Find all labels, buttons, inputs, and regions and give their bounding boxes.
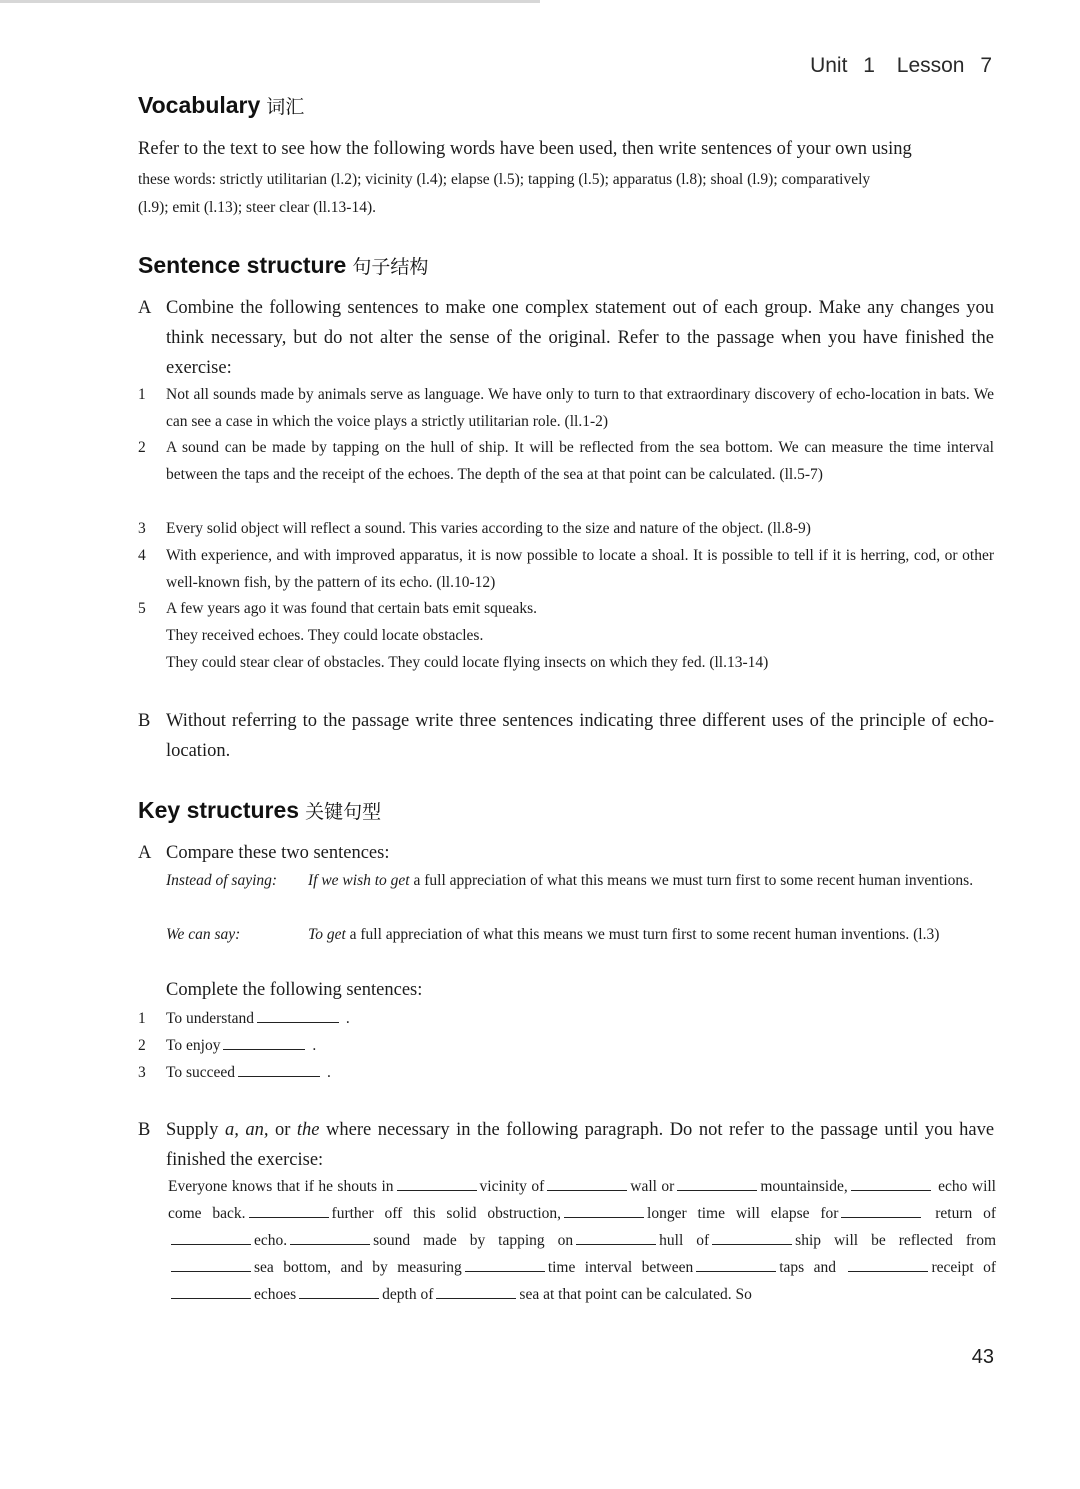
list-item: 1 To understand . xyxy=(138,1010,350,1027)
complete-instruction: Complete the following sentences: xyxy=(166,980,423,1000)
unit-label: Unit 1 xyxy=(810,54,875,77)
answer-blank[interactable] xyxy=(171,1244,251,1245)
page-number: 43 xyxy=(971,1346,994,1368)
list-item: 4 With experience, and with improved apparatus, it is now possible to locate a shoal. It is possible to tell if it is herring, cod, or other well-known fish, by the pattern of its echo. (ll.10-12) xyxy=(138,547,994,591)
answer-blank[interactable] xyxy=(397,1190,477,1191)
answer-blank[interactable] xyxy=(249,1217,329,1218)
answer-blank[interactable] xyxy=(564,1217,644,1218)
vocabulary-instruction: Refer to the text to see how the following words have been used, then write sentences of your own using xyxy=(138,139,912,159)
answer-blank[interactable] xyxy=(712,1244,792,1245)
answer-blank[interactable] xyxy=(171,1298,251,1299)
vocabulary-heading: Vocabulary 词汇 xyxy=(138,92,305,118)
answer-blank[interactable] xyxy=(171,1271,251,1272)
answer-blank[interactable] xyxy=(238,1076,320,1077)
exercise-a-instruction: A Combine the following sentences to make one complex statement out of each group. Make any changes you think necessary, but do not alter the sense of the original. Refer to the passage when you have finished the exercise: xyxy=(138,298,994,378)
lesson-label: Lesson 7 xyxy=(896,54,992,77)
answer-blank[interactable] xyxy=(436,1298,516,1299)
sentence-structure-heading: Sentence structure 句子结构 xyxy=(138,252,429,278)
answer-blank[interactable] xyxy=(851,1190,931,1191)
key-b-instruction: B Supply a, an, or the where necessary in the following paragraph. Do not refer to the passage until you have finished the exercise: xyxy=(138,1120,995,1170)
fill-in-paragraph: Everyone knows that if he shouts in vicinity of wall or mountainside, echo will come back. further off this solid obstruction, longer time will elapse for return ofecho. sound made by tapping on hull of ship will be reflected fromsea bottom, and by measuring time interval between taps and receipt ofechoes depth of sea at that point can be calculated. So xyxy=(168,1178,997,1303)
answer-blank[interactable] xyxy=(848,1271,928,1272)
list-item: 2 A sound can be made by tapping on the hull of ship. It will be reflected from the sea bottom. We can measure the time interval between the taps and the receipt of the echoes. The depth of the sea at that point can be calculated. (ll.5-7) xyxy=(138,439,994,483)
answer-blank[interactable] xyxy=(576,1244,656,1245)
vocabulary-word-list-cont: (l.9); emit (l.13); steer clear (ll.13-14). xyxy=(138,199,377,216)
answer-blank[interactable] xyxy=(696,1271,776,1272)
list-item: 2 To enjoy . xyxy=(138,1037,317,1054)
answer-blank[interactable] xyxy=(547,1190,627,1191)
answer-blank[interactable] xyxy=(299,1298,379,1299)
list-item: 3 To succeed . xyxy=(138,1064,331,1081)
answer-blank[interactable] xyxy=(257,1022,339,1023)
answer-blank[interactable] xyxy=(223,1049,305,1050)
exercise-b-instruction: B Without referring to the passage write three sentences indicating three different uses of the principle of echo-location. xyxy=(138,711,994,761)
answer-blank[interactable] xyxy=(677,1190,757,1191)
list-item: 3 Every solid object will reflect a sound. This varies according to the size and nature of the object. (ll.8-9) xyxy=(138,520,811,537)
key-a-instruction: A Compare these two sentences: xyxy=(138,843,390,863)
key-structures-heading: Key structures 关键句型 xyxy=(138,797,382,823)
top-rule xyxy=(0,0,540,3)
comparison-wecan: We can say: To get a full appreciation of what this means we must turn first to some recent human inventions. (l.3) xyxy=(166,926,940,943)
answer-blank[interactable] xyxy=(841,1217,921,1218)
answer-blank[interactable] xyxy=(290,1244,370,1245)
list-item: 5 A few years ago it was found that certain bats emit squeaks. They received echoes. They could locate obstacles. They could stear clear of obstacles. They could locate flying insects on which they fed. (ll.13-14) xyxy=(138,600,769,671)
comparison-instead: Instead of saying: If we wish to get a full appreciation of what this means we must turn first to some recent human inventions. xyxy=(166,872,974,889)
vocabulary-word-list: these words: strictly utilitarian (l.2); vicinity (l.4); elapse (l.5); tapping (l.5); apparatus (l.8); shoal (l.9); comparatively xyxy=(138,171,871,188)
answer-blank[interactable] xyxy=(465,1271,545,1272)
running-header xyxy=(810,54,992,78)
list-item: 1 Not all sounds made by animals serve as language. We have only to turn to that extraordinary discovery of echo-location in bats. We can see a case in which the voice plays a strictly utilitarian role. (ll.1-2) xyxy=(138,386,994,430)
